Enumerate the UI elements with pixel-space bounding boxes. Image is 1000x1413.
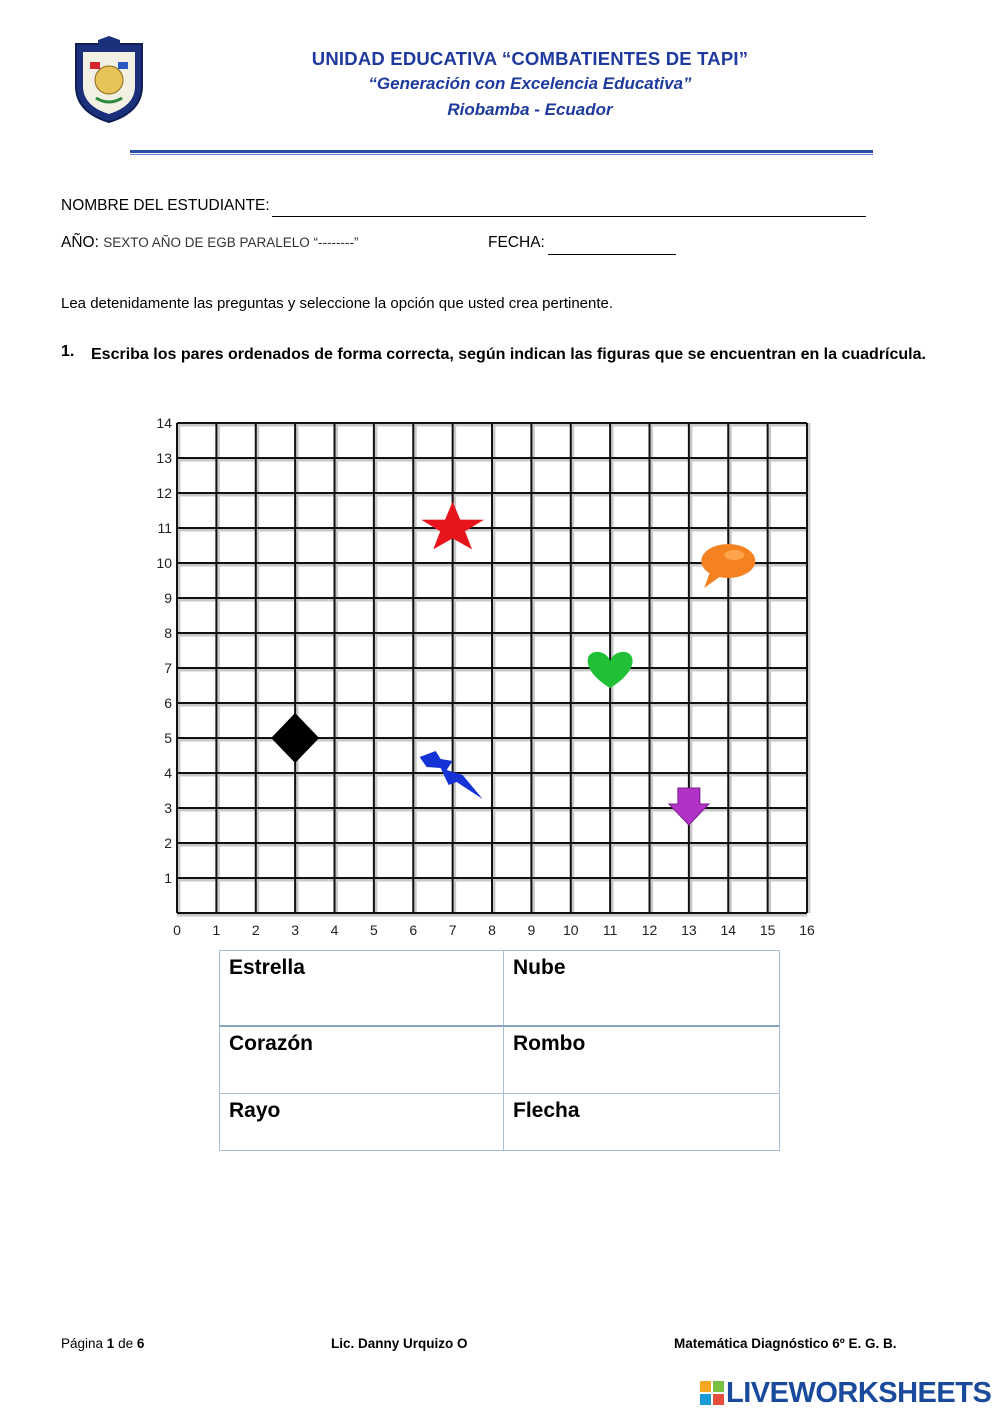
answer-table xyxy=(219,950,780,1151)
school-crest-logo xyxy=(68,36,150,124)
school-motto: “Generación con Excelencia Educativa” xyxy=(368,74,692,93)
y-tick-label: 9 xyxy=(164,590,172,606)
x-tick-label: 2 xyxy=(251,922,260,938)
x-tick-label: 11 xyxy=(602,922,618,938)
y-tick-label: 8 xyxy=(164,625,172,641)
y-tick-label: 4 xyxy=(164,765,172,781)
footer-page-current: 1 xyxy=(106,1336,115,1351)
grid-lines xyxy=(177,423,809,915)
year-label-text: AÑO: xyxy=(61,234,99,251)
x-tick-label: 13 xyxy=(681,922,697,938)
x-tick-label: 16 xyxy=(799,922,815,938)
answer-cell-cloud[interactable]: Nube xyxy=(504,951,780,1027)
footer-page-total: 6 xyxy=(136,1336,145,1351)
x-tick-label: 12 xyxy=(641,922,658,938)
date-blank[interactable] xyxy=(548,254,676,255)
x-tick-label: 0 xyxy=(173,922,181,938)
liveworksheets-icon xyxy=(700,1381,724,1405)
table-row xyxy=(220,951,780,1027)
footer-author: Lic. Danny Urquizo O xyxy=(331,1336,468,1351)
x-tick-label: 4 xyxy=(330,922,339,938)
y-tick-label: 12 xyxy=(156,485,172,501)
x-tick-label: 10 xyxy=(562,922,579,938)
y-tick-label: 2 xyxy=(164,835,172,851)
y-tick-label: 13 xyxy=(156,450,172,466)
y-tick-label: 5 xyxy=(164,730,172,746)
date-label: FECHA: xyxy=(488,234,545,251)
y-tick-label: 7 xyxy=(164,660,172,676)
question-text: Escriba los pares ordenados de forma correcta, según indican las figuras que se encuentran en la cuadrícula. xyxy=(91,346,926,363)
header-divider-thin xyxy=(130,154,873,155)
student-name-label: NOMBRE DEL ESTUDIANTE: xyxy=(61,197,270,214)
footer-subject: Matemática Diagnóstico 6º E. G. B. xyxy=(674,1336,897,1351)
x-tick-label: 8 xyxy=(488,922,496,938)
y-tick-label: 1 xyxy=(164,870,172,886)
year-value: SEXTO AÑO DE EGB PARALELO “--------” xyxy=(103,235,359,250)
x-tick-label: 3 xyxy=(291,922,300,938)
footer-page-mid: de xyxy=(114,1336,137,1351)
footer-page-prefix: Página xyxy=(61,1336,107,1351)
x-tick-label: 14 xyxy=(720,922,737,938)
answer-cell-diamond[interactable]: Rombo xyxy=(504,1026,780,1094)
x-tick-label: 5 xyxy=(369,922,378,938)
x-tick-label: 15 xyxy=(759,922,776,938)
x-axis-ticks xyxy=(173,922,815,938)
answer-cell-star[interactable]: Estrella xyxy=(220,951,504,1027)
question-number: 1. xyxy=(61,343,75,360)
liveworksheets-logo[interactable] xyxy=(700,1376,991,1410)
x-tick-label: 9 xyxy=(527,922,536,938)
footer-page-number xyxy=(61,1336,144,1351)
school-name: UNIDAD EDUCATIVA “COMBATIENTES DE TAPI” xyxy=(311,48,749,69)
y-tick-label: 3 xyxy=(164,800,172,816)
liveworksheets-text: LIVEWORKSHEETS xyxy=(726,1376,992,1409)
y-tick-label: 11 xyxy=(157,520,172,536)
instructions: Lea detenidamente las preguntas y seleccione la opción que usted crea pertinente. xyxy=(61,295,614,312)
y-tick-label: 6 xyxy=(164,695,172,711)
arrow-icon xyxy=(669,788,709,825)
y-tick-label: 10 xyxy=(156,555,172,571)
student-name-blank[interactable] xyxy=(272,216,866,217)
diamond-icon xyxy=(271,713,319,763)
year-label xyxy=(61,234,359,252)
header-divider xyxy=(130,150,873,153)
y-tick-label: 14 xyxy=(156,415,172,431)
coordinate-grid xyxy=(155,408,835,943)
answer-cell-lightning[interactable]: Rayo xyxy=(220,1094,504,1151)
x-tick-label: 1 xyxy=(212,922,221,938)
answer-cell-heart[interactable]: Corazón xyxy=(220,1026,504,1094)
school-city: Riobamba - Ecuador xyxy=(447,100,613,119)
x-tick-label: 6 xyxy=(409,922,418,938)
table-row xyxy=(220,1094,780,1151)
answer-cell-arrow[interactable]: Flecha xyxy=(504,1094,780,1151)
y-axis-ticks xyxy=(156,415,172,886)
x-tick-label: 7 xyxy=(448,922,457,938)
table-row xyxy=(220,1026,780,1094)
